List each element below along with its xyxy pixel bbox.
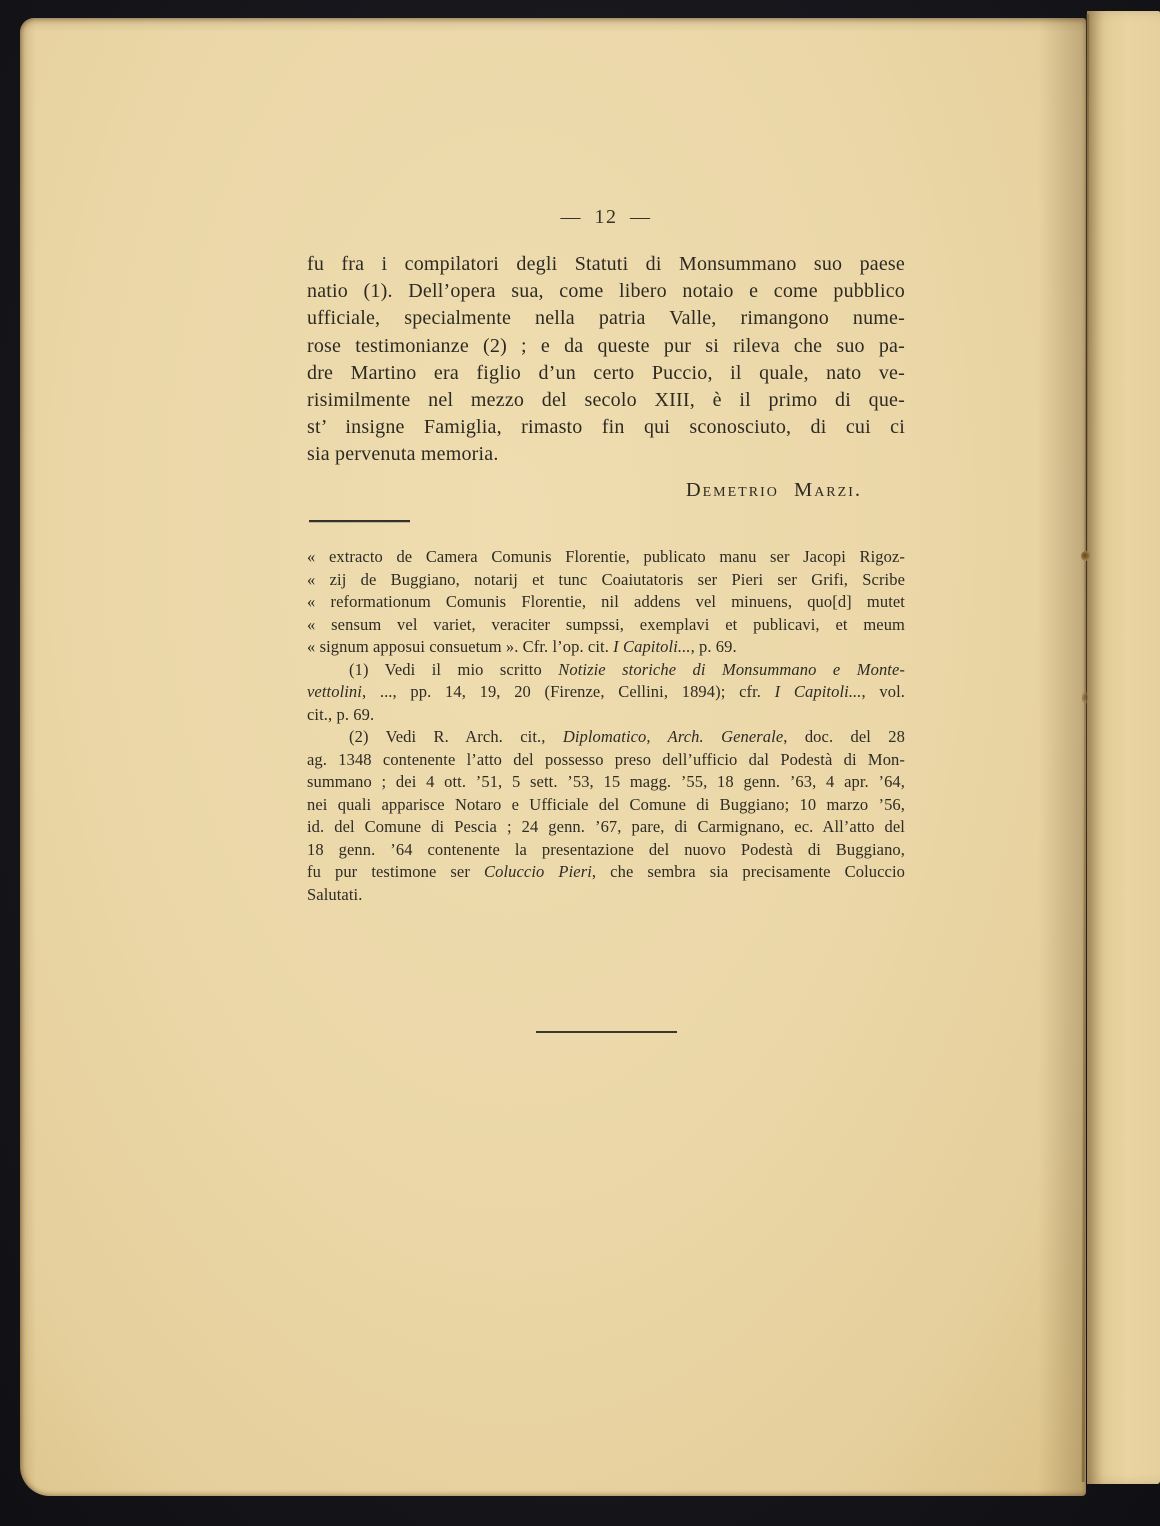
- text-line: sia pervenuta memoria.: [307, 443, 499, 466]
- text-line: id. del Comune di Pescia ; 24 genn. ’67, pare, di Carmignano, ec. All’atto del: [307, 817, 905, 836]
- text-line: natio (1). Dell’opera sua, come libero notaio e come pubblico: [307, 280, 905, 303]
- text-line: 18 genn. ’64 contenente la presentazione del nuovo Podestà di Buggiano,: [307, 839, 905, 859]
- text-line: « extracto de Camera Comunis Florentie, publicato manu ser Jacopi Rigoz-: [307, 547, 905, 566]
- text-line: « signum apposui consuetum ». Cfr. l’op. cit. I Capitoli..., p. 69.: [307, 637, 737, 656]
- text-line: rose testimonianze (2) ; e da queste pur si rileva che suo pa-: [307, 334, 905, 357]
- section-end-rule: [536, 1031, 677, 1033]
- book-page-scan: [20, 18, 1086, 1496]
- text-line: Salutati.: [307, 884, 363, 904]
- text-line: risimilmente nel mezzo del secolo XIII, è il primo di que-: [307, 389, 905, 412]
- text-line: st’ insigne Famiglia, rimasto fin qui sconosciuto, di cui ci: [307, 416, 905, 439]
- footnotes-block: [307, 546, 905, 906]
- text-line: « sensum vel variet, veraciter sumpssi, exemplavi et publicavi, et meum: [307, 614, 905, 634]
- binding-stitch-mark: [1081, 551, 1090, 561]
- text-line: dre Martino era figlio d’un certo Puccio, il quale, nato ve-: [307, 361, 905, 384]
- text-line: nei quali apparisce Notaro e Ufficiale del Comune di Buggiano; 10 marzo ’56,: [307, 794, 905, 814]
- footnote-separator-rule: [309, 520, 410, 522]
- text-line: cit., p. 69.: [307, 704, 375, 724]
- text-line: fu pur testimone ser Coluccio Pieri, che sembra sia precisamente Coluccio: [307, 862, 906, 881]
- author-signature: Demetrio Marzi.: [685, 479, 862, 501]
- page-number: — 12 —: [560, 206, 652, 228]
- facing-page-edge: [1087, 11, 1160, 1484]
- text-line: (1) Vedi il mio scritto Notizie storiche di Monsummano e Monte-: [349, 659, 905, 679]
- text-line: fu fra i compilatori degli Statuti di Monsummano suo paese: [307, 253, 905, 275]
- text-line: ag. 1348 contenente l’atto del possesso preso dell’ufficio dal Podestà di Mon-: [307, 749, 905, 769]
- text-line: summano ; dei 4 ott. ’51, 5 sett. ’53, 15 magg. ’55, 18 genn. ’63, 4 apr. ’64,: [307, 772, 905, 791]
- text-line: ufficiale, specialmente nella patria Valle, rimangono nume-: [307, 307, 905, 330]
- binding-stitch-mark: [1082, 692, 1088, 704]
- text-line: « zij de Buggiano, notarij et tunc Coaiutatoris ser Pieri ser Grifi, Scribe: [307, 569, 905, 589]
- text-line: (2) Vedi R. Arch. cit., Diplomatico, Arch. Generale, doc. del 28: [349, 727, 906, 746]
- body-paragraph: [307, 251, 905, 469]
- text-line: vettolini, ..., pp. 14, 19, 20 (Firenze, Cellini, 1894); cfr. I Capitoli..., vol.: [307, 682, 905, 701]
- text-line: « reformationum Comunis Florentie, nil addens vel minuens, quo[d] mutet: [307, 592, 905, 611]
